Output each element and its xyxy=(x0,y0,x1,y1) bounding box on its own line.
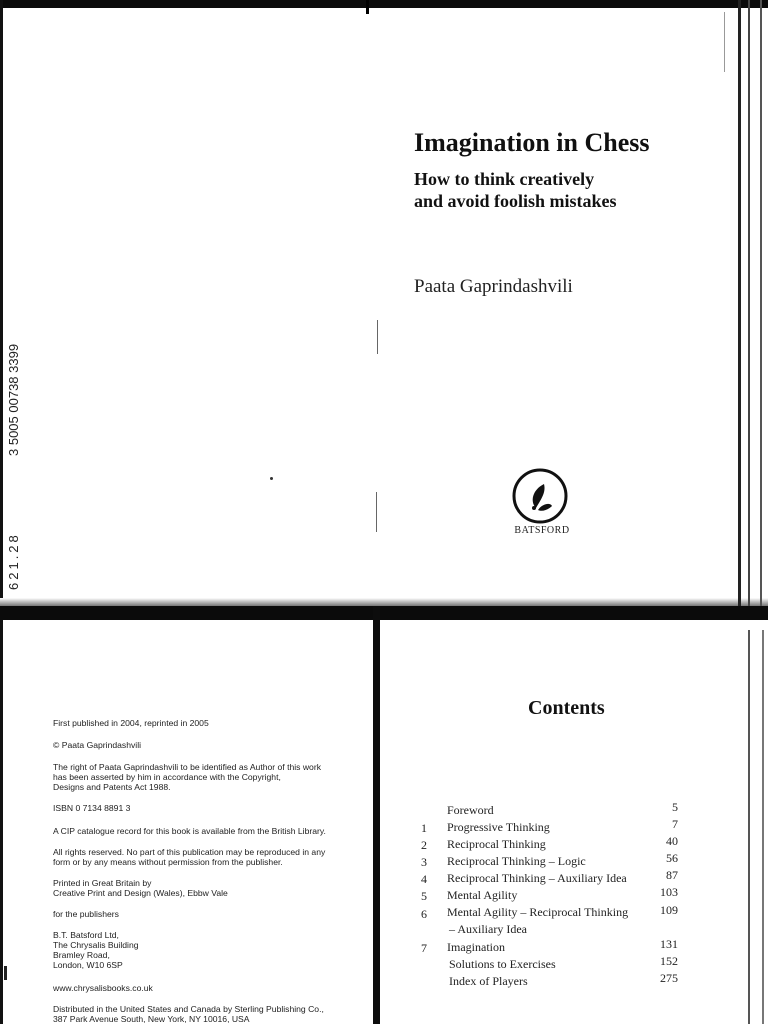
contents-heading: Contents xyxy=(528,697,605,719)
toc-page-number: 275 xyxy=(660,971,678,985)
scan-artifact xyxy=(377,320,378,354)
page-edge-right xyxy=(748,0,750,606)
copyright-line: Designs and Patents Act 1988. xyxy=(53,782,171,792)
toc-chapter-number: 5 xyxy=(421,889,427,903)
toc-chapter-title: Reciprocal Thinking – Auxiliary Idea xyxy=(447,871,627,885)
toc-chapter-number: 7 xyxy=(421,941,427,955)
toc-chapter-title: Imagination xyxy=(447,940,505,954)
copyright-line: London, W10 6SP xyxy=(53,960,123,970)
toc-chapter-title: Index of Players xyxy=(449,974,528,988)
copyright-line: The right of Paata Gaprindashvili to be identified as Author of this work xyxy=(53,762,321,772)
copyright-line: © Paata Gaprindashvili xyxy=(53,740,142,750)
copyright-line: for the publishers xyxy=(53,909,119,919)
spine-mark-top xyxy=(366,0,369,14)
page-gutter-shadow xyxy=(0,598,768,606)
copyright-line: A CIP catalogue record for this book is available from the British Library. xyxy=(53,826,326,836)
toc-chapter-title: Progressive Thinking xyxy=(447,820,550,834)
copyright-line: has been asserted by him in accordance with the Copyright, xyxy=(53,772,281,782)
toc-page-number: 109 xyxy=(660,903,678,917)
copyright-line: form or by any means without permission from the publisher. xyxy=(53,857,283,867)
toc-page-number: 40 xyxy=(666,834,678,848)
batsford-logo-icon xyxy=(512,468,568,524)
toc-page-number: 131 xyxy=(660,937,678,951)
copyright-line: First published in 2004, reprinted in 2005 xyxy=(53,718,209,728)
scan-edge-middle xyxy=(0,606,768,620)
copyright-line: B.T. Batsford Ltd, xyxy=(53,930,119,940)
toc-chapter-number: 2 xyxy=(421,838,427,852)
toc-page-number: 103 xyxy=(660,885,678,899)
toc-page-number: 7 xyxy=(672,817,678,831)
copyright-line: Distributed in the United States and Canada by Sterling Publishing Co., xyxy=(53,1004,324,1014)
toc-chapter-title: Reciprocal Thinking – Logic xyxy=(447,854,586,868)
scan-edge-top xyxy=(0,0,768,8)
toc-chapter-number: 4 xyxy=(421,872,427,886)
copyright-line: 387 Park Avenue South, New York, NY 10016, USA xyxy=(53,1014,250,1024)
scan-speck xyxy=(270,477,273,480)
classification-number: 621.28 xyxy=(6,532,21,590)
toc-chapter-title: – Auxiliary Idea xyxy=(449,922,527,936)
copyright-line: ISBN 0 7134 8891 3 xyxy=(53,803,131,813)
scan-artifact xyxy=(4,966,7,980)
subtitle-line: How to think creatively xyxy=(414,169,595,189)
toc-page-number: 5 xyxy=(672,800,678,814)
book-subtitle xyxy=(414,168,617,212)
book-title: Imagination in Chess xyxy=(414,128,650,157)
subtitle-line: and avoid foolish mistakes xyxy=(414,191,617,211)
barcode-number: 3 5005 00738 3399 xyxy=(6,343,21,456)
toc-page-number: 56 xyxy=(666,851,678,865)
toc-chapter-number: 1 xyxy=(421,821,427,835)
scan-edge-left xyxy=(0,0,3,1024)
toc-page-number: 152 xyxy=(660,954,678,968)
page-edge-right xyxy=(762,630,764,1024)
book-spine xyxy=(373,606,380,1024)
copyright-line: The Chrysalis Building xyxy=(53,940,139,950)
toc-chapter-number: 6 xyxy=(421,907,427,921)
copyright-line: Creative Print and Design (Wales), Ebbw Vale xyxy=(53,888,228,898)
page-edge-right xyxy=(748,630,750,1024)
publisher-name: BATSFORD xyxy=(514,525,570,536)
page-edge-right xyxy=(760,0,762,606)
toc-chapter-title: Foreword xyxy=(447,803,494,817)
copyright-line: www.chrysalisbooks.co.uk xyxy=(53,983,153,993)
copyright-line: Printed in Great Britain by xyxy=(53,878,152,888)
copyright-line: All rights reserved. No part of this publication may be reproduced in any xyxy=(53,847,326,857)
toc-page-number: 87 xyxy=(666,868,678,882)
page-edge-right xyxy=(738,0,741,606)
toc-chapter-title: Mental Agility – Reciprocal Thinking xyxy=(447,905,629,919)
toc-chapter-number: 3 xyxy=(421,855,427,869)
scan-artifact xyxy=(376,492,377,532)
book-author: Paata Gaprindashvili xyxy=(414,276,573,297)
scan-artifact xyxy=(724,12,725,72)
copyright-line: Bramley Road, xyxy=(53,950,110,960)
toc-chapter-title: Mental Agility xyxy=(447,888,518,902)
toc-chapter-title: Reciprocal Thinking xyxy=(447,837,546,851)
toc-chapter-title: Solutions to Exercises xyxy=(449,957,556,971)
